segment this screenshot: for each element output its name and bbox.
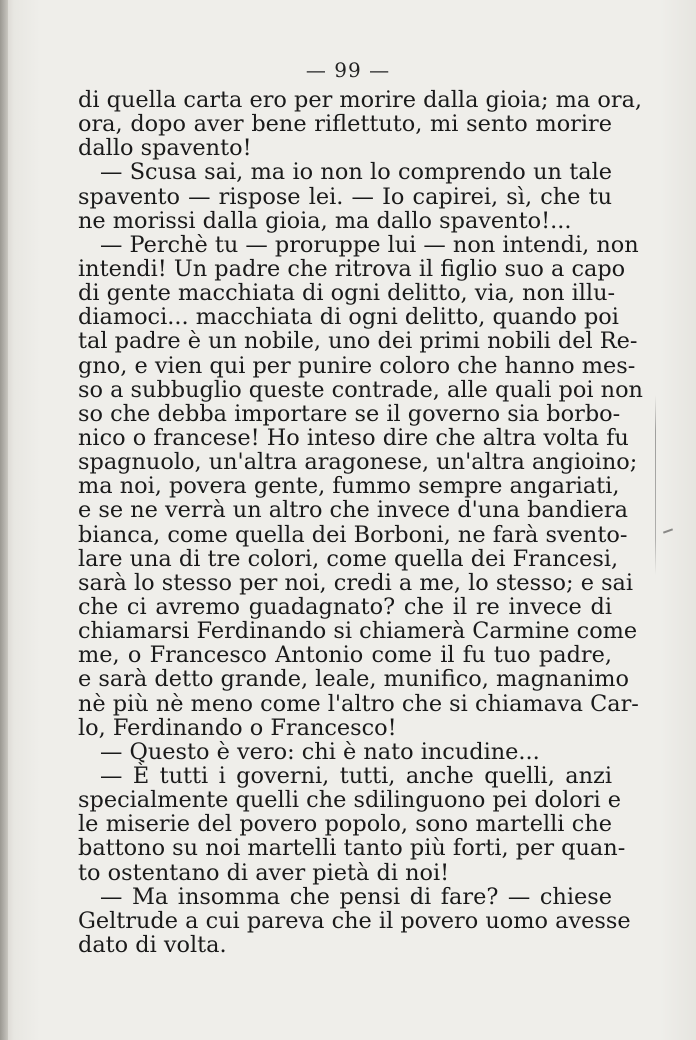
text-line: di quella carta ero per morire dalla gioia; ma ora, <box>78 87 643 113</box>
margin-pencil-mark <box>655 395 656 575</box>
text-line: so che debba importare se il governo sia borbo- <box>78 400 621 427</box>
text-line: diamoci... macchiata di ogni delitto, quando poi <box>78 304 619 331</box>
text-line: — Scusa sai, ma io non lo comprendo un tale <box>100 159 612 186</box>
binding-shadow <box>0 0 8 1040</box>
text-line: intendi! Un padre che ritrova il figlio suo a capo <box>78 255 626 282</box>
text-line: so a subbuglio queste contrade, alle quali poi non <box>78 376 643 403</box>
text-line: e se ne verrà un altro che invece d'una bandiera <box>78 497 628 524</box>
text-line: spavento — rispose lei. — Io capirei, sì, che tu <box>78 183 612 210</box>
text-line: ora, dopo aver bene riflettuto, mi sento morire <box>78 111 612 138</box>
text-line: chiamarsi Ferdinando si chiamerà Carmine come <box>78 618 638 645</box>
text-line: nè più nè meno come l'altro che si chiamava Car- <box>78 690 639 717</box>
text-line: — Questo è vero: chi è nato incudine... <box>100 738 540 765</box>
text-line: lare una di tre colori, come quella dei Francesi, <box>78 545 619 572</box>
text-line: nico o francese! Ho inteso dire che altra volta fu <box>78 424 629 451</box>
text-line: to ostentano di aver pietà di noi! <box>78 859 450 886</box>
text-line: dato di volta. <box>78 931 227 958</box>
text-line: sarà lo stesso per noi, credi a me, lo stesso; e sai <box>78 569 634 596</box>
text-line: specialmente quelli che sdilinguono pei dolori e <box>78 787 622 814</box>
text-line: — Ma insomma che pensi di fare? — chiese <box>100 883 612 910</box>
text-line: di gente macchiata di ogni delitto, via, non illu- <box>78 280 616 307</box>
text-line: tal padre è un nobile, uno dei primi nobili del Re- <box>78 328 638 355</box>
text-line: gno, e vien qui per punire coloro che hanno mes- <box>78 352 636 379</box>
text-line: dallo spavento! <box>78 135 252 162</box>
text-line: lo, Ferdinando o Francesco! <box>78 714 397 741</box>
text-line: — Perchè tu — proruppe lui — non intendi, non <box>100 231 639 258</box>
page-number: — 99 — <box>305 58 391 82</box>
text-line: spagnuolo, un'altra aragonese, un'altra angioino; <box>78 449 638 476</box>
body-text <box>78 87 643 958</box>
text-line: ma noi, povera gente, fummo sempre angariati, <box>78 473 620 500</box>
text-line: Geltrude a cui pareva che il povero uomo avesse <box>78 907 631 934</box>
text-line: ne morissi dalla gioia, ma dallo spavento!... <box>78 207 572 234</box>
text-line: — È tutti i governi, tutti, anche quelli, anzi <box>100 762 612 789</box>
text-line: bianca, come quella dei Borboni, ne farà svento- <box>78 521 628 548</box>
text-line: me, o Francesco Antonio come il fu tuo padre, <box>78 642 612 669</box>
text-line: e sarà detto grande, leale, munifico, magnanimo <box>78 666 629 693</box>
text-line: battono su noi martelli tanto più forti, per quan- <box>78 835 626 862</box>
text-line: che ci avremo guadagnato? che il re invece di <box>78 593 612 620</box>
margin-pencil-tick <box>663 528 673 533</box>
text-line: le miserie del povero popolo, sono martelli che <box>78 811 612 838</box>
